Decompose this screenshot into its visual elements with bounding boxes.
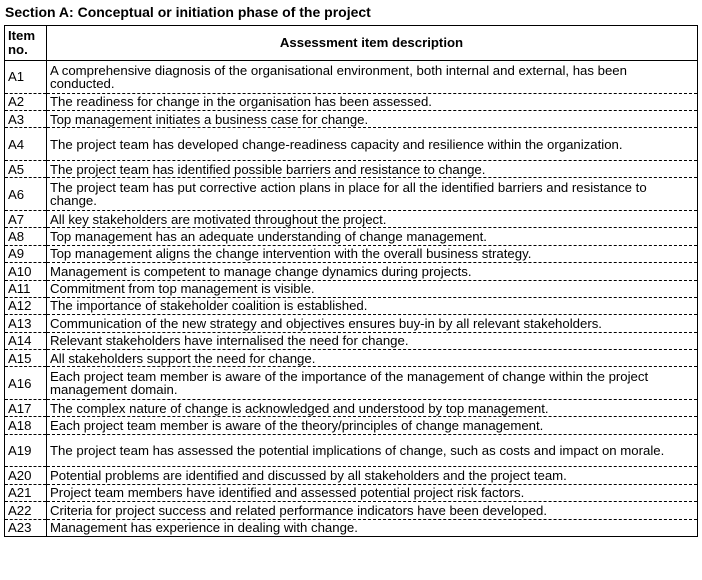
item-description-cell: The project team has put corrective action plans in place for all the identified barriers and resistance to change. bbox=[47, 178, 698, 211]
item-no-cell: A20 bbox=[5, 467, 47, 484]
table-row bbox=[5, 434, 698, 467]
table-row bbox=[5, 367, 698, 400]
table-row bbox=[5, 350, 698, 367]
item-no-header: Item no. bbox=[5, 26, 47, 61]
item-description-cell: All key stakeholders are motivated throughout the project. bbox=[47, 210, 698, 227]
item-no-cell: A2 bbox=[5, 93, 47, 110]
item-no-cell: A10 bbox=[5, 263, 47, 280]
item-description-cell: Management is competent to manage change dynamics during projects. bbox=[47, 263, 698, 280]
assessment-table bbox=[4, 25, 698, 537]
item-description-cell: Relevant stakeholders have internalised the need for change. bbox=[47, 332, 698, 349]
table-row bbox=[5, 228, 698, 245]
item-no-cell: A9 bbox=[5, 245, 47, 262]
item-description-cell: Management has experience in dealing with change. bbox=[47, 519, 698, 536]
item-description-cell: Commitment from top management is visible. bbox=[47, 280, 698, 297]
item-description-cell: Project team members have identified and assessed potential project risk factors. bbox=[47, 484, 698, 501]
item-description-cell: Communication of the new strategy and objectives ensures buy-in by all relevant stakeholders. bbox=[47, 315, 698, 332]
table-row bbox=[5, 332, 698, 349]
description-header: Assessment item description bbox=[47, 26, 698, 61]
table-row bbox=[5, 263, 698, 280]
item-no-cell: A21 bbox=[5, 484, 47, 501]
item-no-cell: A17 bbox=[5, 400, 47, 417]
table-row bbox=[5, 297, 698, 314]
table-row bbox=[5, 178, 698, 211]
item-no-cell: A6 bbox=[5, 178, 47, 211]
item-no-cell: A23 bbox=[5, 519, 47, 536]
item-description-cell: The importance of stakeholder coalition is established. bbox=[47, 297, 698, 314]
table-row bbox=[5, 160, 698, 177]
item-no-cell: A7 bbox=[5, 210, 47, 227]
item-no-cell: A19 bbox=[5, 434, 47, 467]
item-no-cell: A3 bbox=[5, 110, 47, 127]
item-no-cell: A22 bbox=[5, 502, 47, 519]
item-no-cell: A11 bbox=[5, 280, 47, 297]
item-no-cell: A13 bbox=[5, 315, 47, 332]
table-row bbox=[5, 502, 698, 519]
item-no-cell: A14 bbox=[5, 332, 47, 349]
item-no-cell: A4 bbox=[5, 128, 47, 161]
item-description-cell: Criteria for project success and related performance indicators have been developed. bbox=[47, 502, 698, 519]
item-description-cell: Top management initiates a business case for change. bbox=[47, 110, 698, 127]
item-no-cell: A8 bbox=[5, 228, 47, 245]
item-description-cell: The project team has assessed the potential implications of change, such as costs and impact on morale. bbox=[47, 434, 698, 467]
item-description-cell: Potential problems are identified and discussed by all stakeholders and the project team. bbox=[47, 467, 698, 484]
table-row bbox=[5, 128, 698, 161]
item-description-cell: Each project team member is aware of the theory/principles of change management. bbox=[47, 417, 698, 434]
table-row bbox=[5, 280, 698, 297]
section-title: Section A: Conceptual or initiation phase of the project bbox=[5, 4, 371, 20]
table-row bbox=[5, 210, 698, 227]
table-row bbox=[5, 467, 698, 484]
item-no-cell: A1 bbox=[5, 61, 47, 94]
item-description-cell: Top management aligns the change intervention with the overall business strategy. bbox=[47, 245, 698, 262]
table-row bbox=[5, 400, 698, 417]
table-row bbox=[5, 245, 698, 262]
item-description-cell: A comprehensive diagnosis of the organisational environment, both internal and external, has been conducted. bbox=[47, 61, 698, 94]
item-description-cell: All stakeholders support the need for change. bbox=[47, 350, 698, 367]
table-row bbox=[5, 519, 698, 536]
item-description-cell: Each project team member is aware of the importance of the management of change within the project management domain. bbox=[47, 367, 698, 400]
table-row bbox=[5, 484, 698, 501]
table-header-row bbox=[5, 26, 698, 61]
item-description-cell: Top management has an adequate understanding of change management. bbox=[47, 228, 698, 245]
item-no-cell: A15 bbox=[5, 350, 47, 367]
table-row bbox=[5, 417, 698, 434]
item-no-cell: A5 bbox=[5, 160, 47, 177]
item-no-cell: A18 bbox=[5, 417, 47, 434]
table-row bbox=[5, 93, 698, 110]
table-row bbox=[5, 315, 698, 332]
table-row bbox=[5, 110, 698, 127]
table-row bbox=[5, 61, 698, 94]
item-description-cell: The readiness for change in the organisation has been assessed. bbox=[47, 93, 698, 110]
item-description-cell: The project team has developed change-readiness capacity and resilience within the organization. bbox=[47, 128, 698, 161]
item-description-cell: The complex nature of change is acknowledged and understood by top management. bbox=[47, 400, 698, 417]
item-description-cell: The project team has identified possible barriers and resistance to change. bbox=[47, 160, 698, 177]
item-no-cell: A12 bbox=[5, 297, 47, 314]
table-body bbox=[5, 61, 698, 537]
item-no-cell: A16 bbox=[5, 367, 47, 400]
